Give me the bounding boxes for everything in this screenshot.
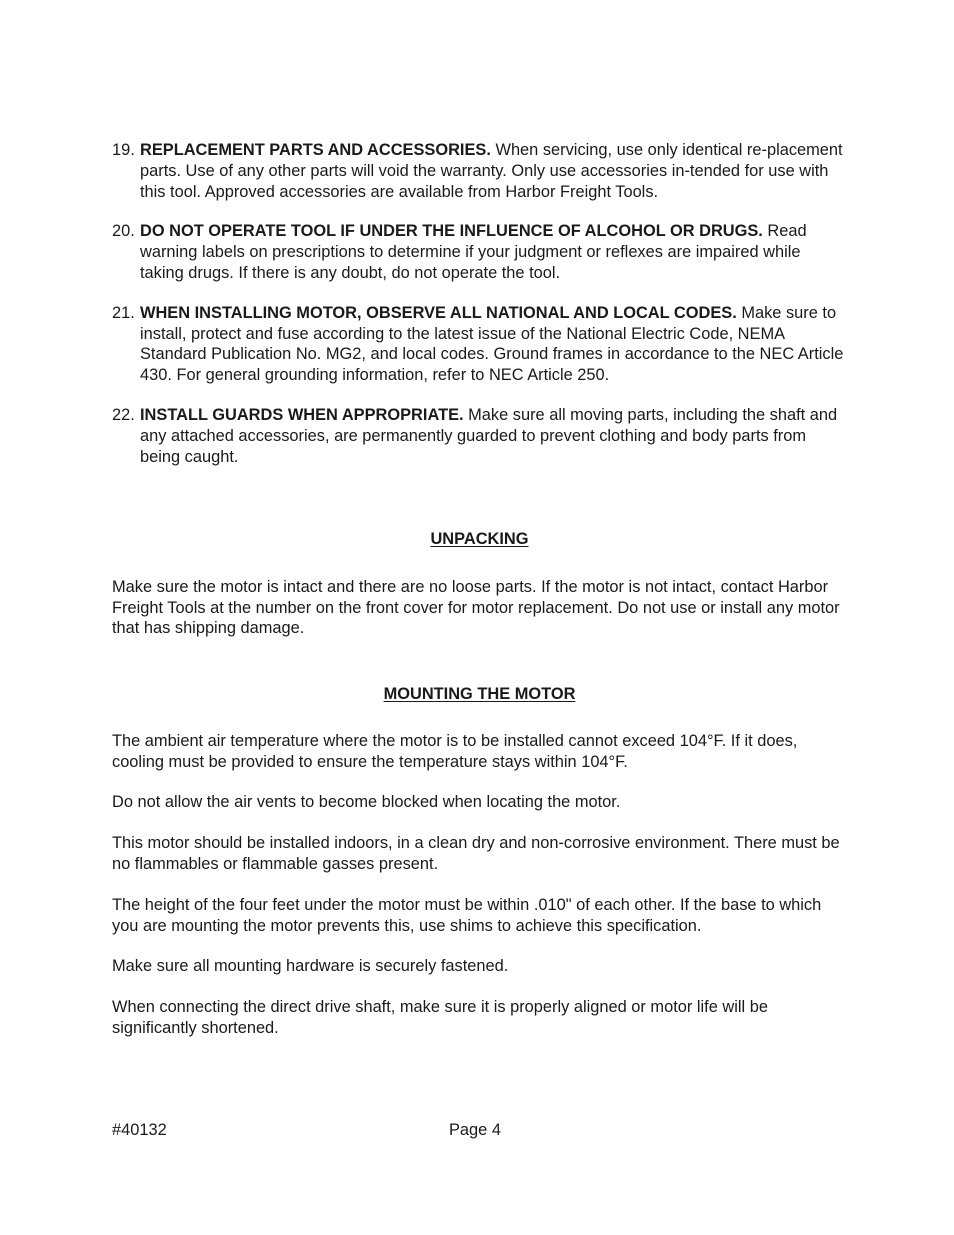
page-footer xyxy=(112,1120,847,1142)
rule-text xyxy=(140,140,847,202)
mounting-heading: MOUNTING THE MOTOR xyxy=(383,685,576,703)
safety-rules-list xyxy=(112,140,847,486)
safety-rule-22 xyxy=(112,405,847,467)
rule-number: 21. xyxy=(112,303,135,322)
rule-title: INSTALL GUARDS WHEN APPROPRIATE. xyxy=(140,405,464,424)
rule-text xyxy=(140,303,847,386)
rule-title: DO NOT OPERATE TOOL IF UNDER THE INFLUENCE OF ALCOHOL OR DRUGS. xyxy=(140,222,763,241)
rule-title: WHEN INSTALLING MOTOR, OBSERVE ALL NATIONAL AND LOCAL CODES. xyxy=(140,303,737,322)
safety-rule-19 xyxy=(112,140,847,202)
rule-body: Make sure to install, protect and fuse according to the latest issue of the National Electric Code, NEMA Standard Publication No. MG2, and local codes. Ground frames in accordance to the NEC Article 430. For general grounding information, refer to NEC Article 250. xyxy=(140,303,844,385)
rule-body: Read warning labels on prescriptions to determine if your judgment or reflexes are impaired while taking drugs. If there is any doubt, do not operate the tool. xyxy=(140,222,807,282)
mounting-paragraph: The height of the four feet under the motor must be within .010" of each other. If the base to which you are mounting the motor prevents this, use shims to achieve this specification. xyxy=(112,895,822,935)
mounting-paragraph: When connecting the direct drive shaft, make sure it is properly aligned or motor life will be significantly shortened. xyxy=(112,998,768,1037)
unpacking-section xyxy=(112,529,847,659)
mounting-paragraph: The ambient air temperature where the motor is to be installed cannot exceed 104°F. If it does, cooling must be provided to ensure the temperature stays within 104°F. xyxy=(112,731,798,771)
rule-number: 19. xyxy=(112,141,135,159)
safety-rule-20 xyxy=(112,221,847,283)
rule-body: Make sure all moving parts, including the shaft and any attached accessories, are permanently guarded to prevent clothing and body parts from being caught. xyxy=(140,405,838,466)
rule-number: 22. xyxy=(112,405,135,424)
rule-number: 20. xyxy=(112,222,135,241)
rule-body: When servicing, use only identical re-placement parts. Use of any other parts will void the warranty. Only use accessories in-tended for use with this tool. Approved accessories are available from Harbor Freight Tools. xyxy=(140,141,843,201)
rule-text xyxy=(140,405,847,467)
mounting-paragraph: This motor should be installed indoors, in a clean dry and non-corrosive environment. There must be no flammables or flammable gasses present. xyxy=(112,834,840,873)
page-number: Page 4 xyxy=(449,1121,501,1139)
mounting-paragraph: Do not allow the air vents to become blocked when locating the motor. xyxy=(112,793,621,812)
mounting-paragraph: Make sure all mounting hardware is securely fastened. xyxy=(112,957,509,976)
unpacking-paragraph: Make sure the motor is intact and there are no loose parts. If the motor is not intact, contact Harbor Freight Tools at the number on the front cover for motor replacement. Do not use or install any motor that has shipping damage. xyxy=(112,577,840,638)
mounting-section xyxy=(112,684,847,1059)
rule-text xyxy=(140,221,847,283)
item-number: #40132 xyxy=(112,1121,167,1139)
rule-title: REPLACEMENT PARTS AND ACCESSORIES. xyxy=(140,141,491,159)
unpacking-heading: UNPACKING xyxy=(430,530,529,548)
safety-rule-21 xyxy=(112,303,847,386)
